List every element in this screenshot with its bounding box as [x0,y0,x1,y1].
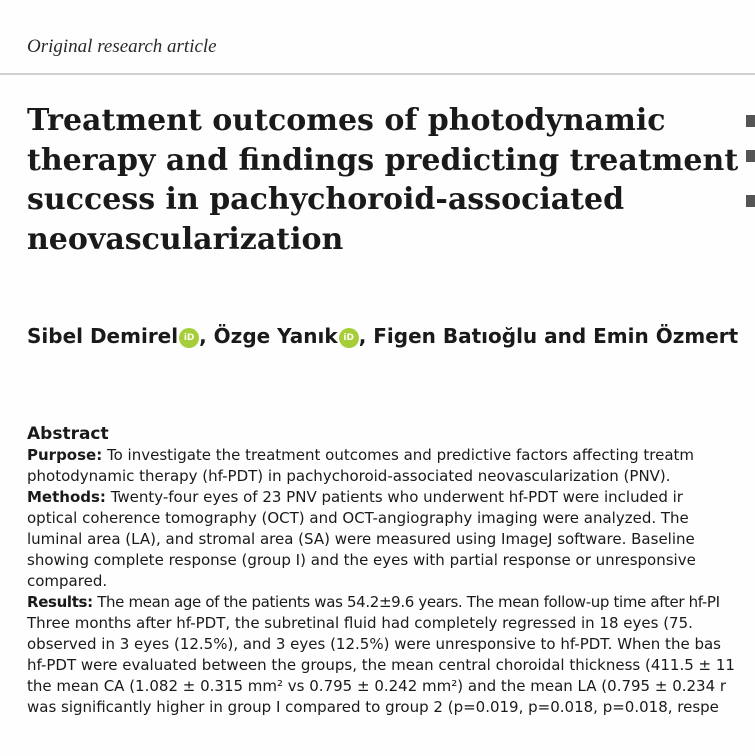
abstract-line: photodynamic therapy (hf-PDT) in pachychoroid-associated neovascularization (PNV). [27,467,671,485]
title-line: Treatment outcomes of photodynamic [27,103,666,138]
abstract-line: the mean CA (1.082 ± 0.315 mm² vs 0.795 ± 0.242 mm²) and the mean LA (0.795 ± 0.234 r [27,677,727,695]
article-type-label: Original research article [27,36,217,57]
title-line: neovascularization [27,221,344,257]
orcid-icon[interactable]: iD [339,328,359,348]
abstract-line: optical coherence tomography (OCT) and OCT-angiography imaging were analyzed. The [27,509,689,527]
author-name: Özge Yanık [213,324,338,348]
article-title [27,101,755,259]
abstract-text: Twenty-four eyes of 23 PNV patients who underwent hf-PDT were included ir [105,488,683,506]
abstract-line: luminal area (LA), and stromal area (SA) were measured using ImageJ software. Baseline [27,530,695,548]
purpose-label: Purpose: [27,446,103,464]
abstract-line: was significantly higher in group I compared to group 2 (p=0.019, p=0.018, p=0.018, respe [27,698,719,716]
author-separator: , [199,324,214,348]
abstract-heading: Abstract [27,424,109,444]
abstract-text: To investigate the treatment outcomes and predictive factors affecting treatm [102,446,695,464]
abstract-line [27,592,755,613]
abstract-line: compared. [27,572,108,590]
abstract-line [27,487,755,508]
author-name: Sibel Demirel [27,324,179,348]
abstract-text: The mean age of the patients was 54.2±9.6 years. The mean follow-up time after hf-PI [92,593,720,611]
abstract-line: observed in 3 eyes (12.5%), and 3 eyes (12.5%) were unresponsive to hf-PDT. When the bas [27,635,721,653]
abstract-line [27,445,755,466]
abstract-line: hf-PDT were evaluated between the groups, the mean central choroidal thickness (411.5 ± 11 [27,656,735,674]
methods-label: Methods: [27,488,106,506]
title-line: success in pachychoroid-associated [27,182,625,217]
abstract-line: showing complete response (group I) and the eyes with partial response or unresponsive [27,551,696,569]
abstract-section [27,424,755,718]
header-divider [0,73,755,75]
author-list [27,324,738,348]
results-label: Results: [27,593,93,611]
title-line: therapy and findings predicting treatment [27,142,739,178]
abstract-line: Three months after hf-PDT, the subretinal fluid had completely regressed in 18 eyes (75. [27,614,693,632]
author-name: Figen Batıoğlu and Emin Özmert [373,324,739,348]
orcid-icon[interactable]: iD [179,328,199,348]
author-separator: , [358,324,374,348]
